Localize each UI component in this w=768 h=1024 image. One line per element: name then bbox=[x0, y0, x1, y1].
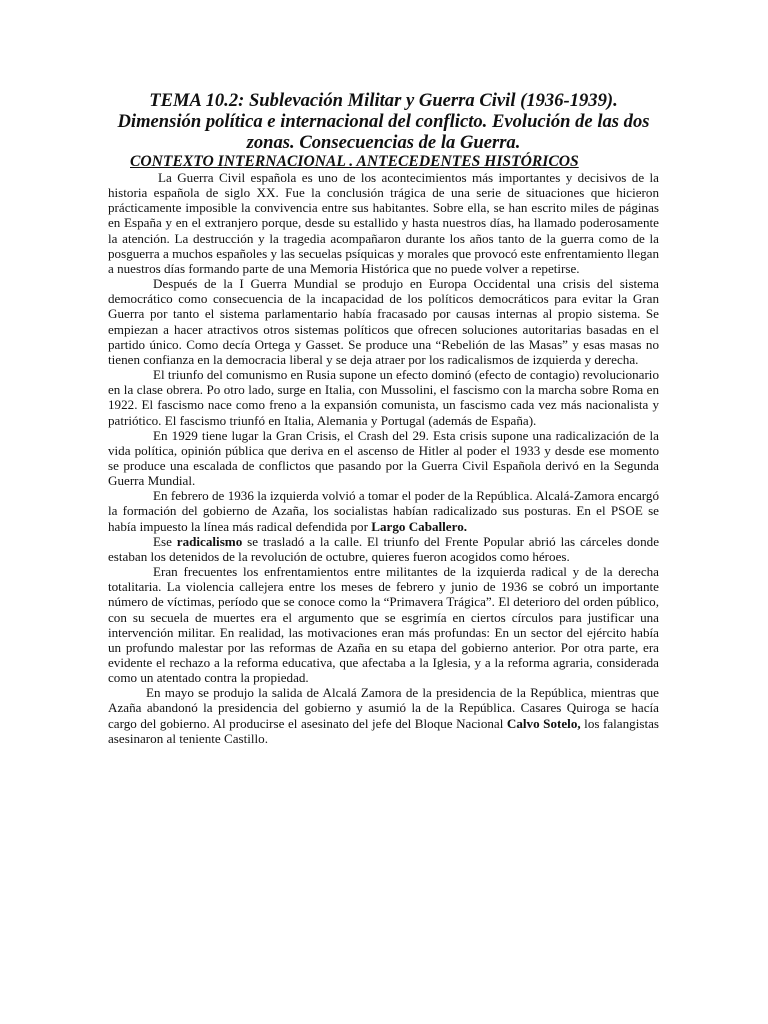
paragraph-3: El triunfo del comunismo en Rusia supone un efecto dominó (efecto de contagio) revolucionario en la clase obrera. Po otro lado, surge en Italia, con Mussolini, el fascismo con la marcha sobre Roma en 1922. El fascismo nace como freno a la expansión comunista, un fascismo cada vez más nacionalista y patriótico. El fascismo triunfó en Italia, Alemania y Portugal (además de España). bbox=[108, 367, 659, 428]
bold-name-largo-caballero: Largo Caballero. bbox=[371, 518, 468, 534]
paragraph-8: En mayo se produjo la salida de Alcalá Zamora de la presidencia de la República, mientras que Azaña abandonó la presidencia del gobierno y asumió la de la República. Casares Quiroga se hacía cargo del gobierno. Al producirse el asesinato del jefe del Bloque Nacional Calvo Sotelo, los falangistas asesinaron al teniente Castillo. bbox=[108, 685, 659, 746]
section-heading: CONTEXTO INTERNACIONAL . ANTECEDENTES HISTÓRICOS bbox=[130, 153, 579, 170]
paragraph-1: La Guerra Civil española es uno de los acontecimientos más importantes y decisivos de la historia española de siglo XX. Fue la conclusión trágica de una serie de situaciones que hicieron prácticamente imposible la convivencia entre sus habitantes. Sobre ella, se han escrito miles de páginas en España y en el extranjero porque, desde su estallido y hasta nuestros días, ha llamado poderosamente la atención. La destrucción y la tragedia acompañaron durante los años tanto de la guerra como de la posguerra a muchos españoles y las secuelas psíquicas y morales que provocó este enfrentamiento llegan a nuestros días formando parte de una Memoria Histórica que no puede volver a repetirse. bbox=[108, 170, 659, 276]
paragraph-5: En febrero de 1936 la izquierda volvió a tomar el poder de la República. Alcalá-Zamora encargó la formación del gobierno de Azaña, los socialistas habían radicalizado sus posturas. En el PSOE se había impuesto la línea más radical defendida por Largo Caballero. bbox=[108, 488, 659, 534]
paragraph-2: Después de la I Guerra Mundial se produjo en Europa Occidental una crisis del sistema democrático como consecuencia de la incapacidad de los políticos democráticos para evitar la Gran Guerra por tanto el sistema parlamentario había fracasado por causas internas al propio sistema. Se empiezan a hacer atractivos otros sistemas políticos que ofrecen soluciones autoritarias basadas en el partido único. Como decía Ortega y Gasset. Se produce una “Rebelión de las Masas” y esas masas no tienen confianza en la democracia liberal y se deja atraer por los radicalismos de izquierda y derecha. bbox=[108, 276, 659, 367]
paragraph-6: Ese radicalismo se trasladó a la calle. El triunfo del Frente Popular abrió las cárceles donde estaban los detenidos de la revolución de octubre, quieres fueron acogidos como héroes. bbox=[108, 533, 659, 564]
document-page bbox=[108, 90, 659, 746]
paragraph-7: Eran frecuentes los enfrentamientos entre militantes de la izquierda radical y de la derecha totalitaria. La violencia callejera entre los meses de febrero y junio de 1936 se cobró un importante número de víctimas, período que se conoce como la “Primavera Trágica”. El deterioro del orden público, con su secuela de muertes era el argumento que se esgrimía en ciertos círculos para justificar una intervención militar. En realidad, las motivaciones eran más profundas: En un sector del ejército había un profundo malestar por las reformas de Azaña en su etapa del gobierno anterior. Por otra parte, era evidente el rechazo a la reforma educativa, que afectaba a la Iglesia, y a la reforma agraria, considerada como un atentado contra la propiedad. bbox=[108, 564, 659, 686]
bold-term-radicalismo: radicalismo bbox=[176, 533, 243, 549]
bold-name-calvo-sotelo: Calvo Sotelo, bbox=[506, 715, 581, 731]
page-title: TEMA 10.2: Sublevación Militar y Guerra Civil (1936-1939). Dimensión política e internacional del conflicto. Evolución de las dos zonas. Consecuencias de la Guerra. bbox=[117, 90, 650, 153]
paragraph-4: En 1929 tiene lugar la Gran Crisis, el Crash del 29. Esta crisis supone una radicalización de la vida política, opinión pública que deriva en el ascenso de Hitler al poder el 1933 y desde ese momento se produce una escalada de conflictos que pasando por la Guerra Civil Española derivó en la Segunda Guerra Mundial. bbox=[108, 427, 659, 489]
